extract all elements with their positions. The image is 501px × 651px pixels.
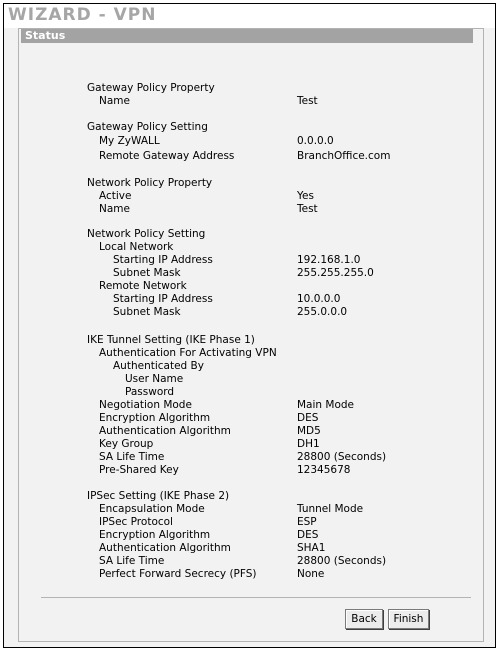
section-heading: Gateway Policy Property: [87, 82, 215, 94]
page-title: WIZARD - VPN: [8, 5, 157, 25]
field-label: My ZyWALL: [99, 135, 160, 147]
field-label: User Name: [125, 373, 184, 385]
field-value: None: [297, 568, 325, 580]
field-label: Remote Gateway Address: [99, 150, 235, 162]
field-value: 255.255.255.0: [297, 267, 374, 279]
section-heading: IKE Tunnel Setting (IKE Phase 1): [87, 334, 255, 346]
subsection-label: Remote Network: [99, 280, 187, 292]
field-value: SHA1: [297, 542, 326, 554]
field-value: Tunnel Mode: [297, 503, 364, 515]
field-label: SA Life Time: [99, 555, 165, 567]
field-value: DES: [297, 412, 319, 424]
field-label: Password: [125, 386, 175, 398]
field-value: 12345678: [297, 464, 351, 476]
section-heading: Gateway Policy Setting: [87, 121, 208, 133]
field-label: SA Life Time: [99, 451, 165, 463]
field-value: Test: [297, 203, 318, 215]
field-value: ESP: [297, 516, 317, 528]
subsection-label: Local Network: [99, 241, 174, 253]
field-value: Test: [297, 95, 318, 107]
section-heading: Network Policy Setting: [87, 228, 206, 240]
field-label: Active: [99, 190, 132, 202]
back-button[interactable]: Back: [345, 609, 383, 629]
field-value: Yes: [297, 190, 314, 202]
divider: [41, 597, 471, 598]
field-value: 255.0.0.0: [297, 306, 348, 318]
field-label: Name: [99, 203, 130, 215]
field-value: DES: [297, 529, 319, 541]
field-label: Encapsulation Mode: [99, 503, 205, 515]
field-label: Subnet Mask: [113, 267, 181, 279]
field-label: Negotiation Mode: [99, 399, 192, 411]
subsection-label: Authenticated By: [113, 360, 204, 372]
field-label: Encryption Algorithm: [99, 529, 211, 541]
section-heading: Network Policy Property: [87, 177, 213, 189]
field-value: 192.168.1.0: [297, 254, 361, 266]
field-value: MD5: [297, 425, 321, 437]
field-value: 28800 (Seconds): [297, 451, 387, 463]
field-label: Subnet Mask: [113, 306, 181, 318]
field-value: 10.0.0.0: [297, 293, 341, 305]
field-label: Perfect Forward Secrecy (PFS): [99, 568, 257, 580]
field-value: BranchOffice.com: [297, 150, 391, 162]
finish-button[interactable]: Finish: [388, 609, 429, 629]
field-label: Authentication Algorithm: [99, 425, 231, 437]
field-label: Starting IP Address: [113, 254, 213, 266]
subsection-label: Authentication For Activating VPN: [99, 347, 277, 359]
field-label: Name: [99, 95, 130, 107]
field-label: IPSec Protocol: [99, 516, 173, 528]
field-label: Starting IP Address: [113, 293, 213, 305]
field-label: Authentication Algorithm: [99, 542, 231, 554]
field-value: Main Mode: [297, 399, 355, 411]
field-value: 28800 (Seconds): [297, 555, 387, 567]
field-label: Encryption Algorithm: [99, 412, 211, 424]
field-value: DH1: [297, 438, 320, 450]
section-heading: IPSec Setting (IKE Phase 2): [87, 490, 230, 502]
field-label: Pre-Shared Key: [99, 464, 179, 476]
field-label: Key Group: [99, 438, 154, 450]
status-heading: Status: [25, 29, 66, 42]
field-value: 0.0.0.0: [297, 135, 334, 147]
